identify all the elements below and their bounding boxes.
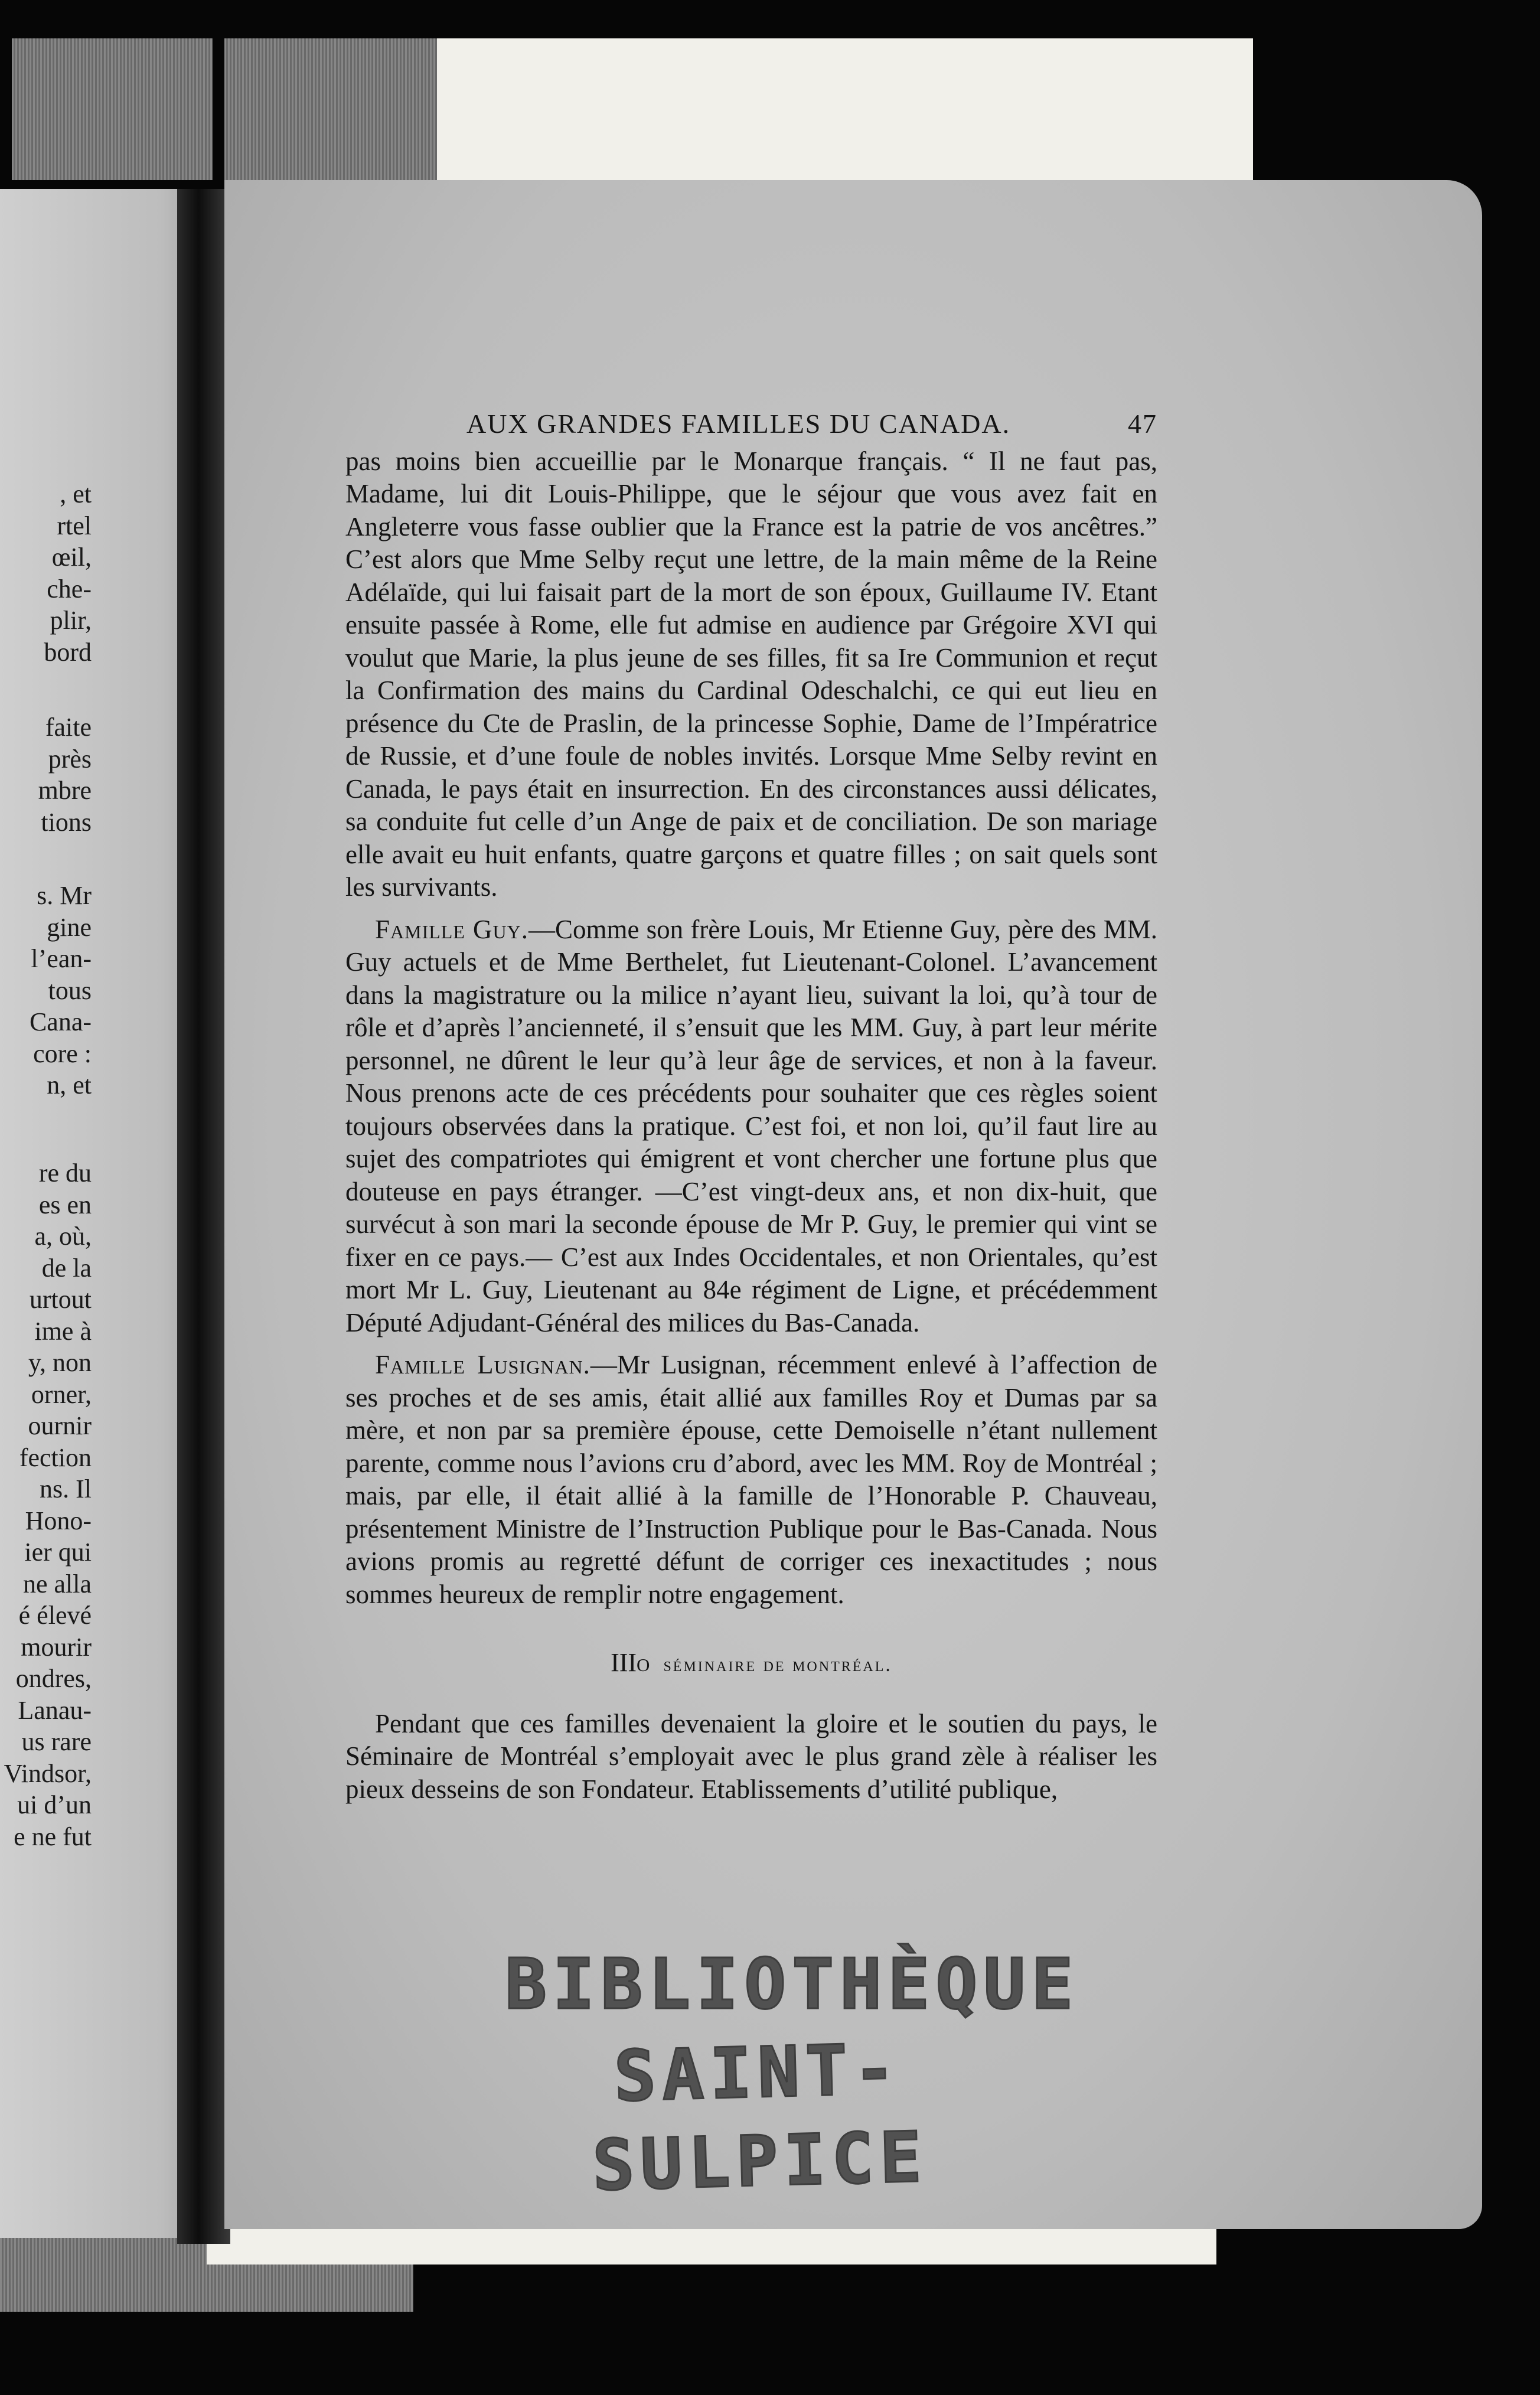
left-page-line: core : xyxy=(33,1039,92,1068)
left-page-line: y, non xyxy=(28,1348,92,1377)
left-page-line: es en xyxy=(38,1190,92,1219)
left-page-line: plir, xyxy=(50,606,92,635)
left-page-line: ime à xyxy=(34,1316,92,1346)
left-page-line: a, où, xyxy=(34,1222,92,1251)
left-page-line: Lanau- xyxy=(18,1695,92,1725)
left-page-line: l’ean- xyxy=(31,944,92,973)
left-page-line: de la xyxy=(41,1253,92,1283)
left-page-line: fection xyxy=(19,1443,92,1472)
left-page-line: mbre xyxy=(38,776,92,805)
left-page-line: tions xyxy=(41,807,92,837)
paragraph-lead: Famille Lusignan. xyxy=(375,1350,590,1379)
left-page-line: é élevé xyxy=(18,1601,92,1630)
left-page-line: ier qui xyxy=(24,1538,92,1567)
paragraph-famille-guy xyxy=(345,913,1157,1340)
left-page-line: urtout xyxy=(29,1285,92,1314)
left-page-line: che- xyxy=(47,574,92,603)
left-page-line: rtel xyxy=(57,511,92,540)
paper-strip-top xyxy=(437,38,1253,180)
section-title: séminaire de montréal. xyxy=(663,1654,892,1676)
section-number: IIIo xyxy=(611,1648,650,1677)
cloth-binding-top-left xyxy=(12,38,213,180)
running-head xyxy=(345,407,1157,441)
running-head-title: AUX GRANDES FAMILLES DU CANADA. xyxy=(466,409,1011,439)
left-page-fragment xyxy=(0,189,201,2238)
left-page-line: n, et xyxy=(47,1071,92,1099)
left-page-line: près xyxy=(48,744,92,774)
left-page-line: orner, xyxy=(31,1379,92,1409)
book-gutter xyxy=(177,189,230,2244)
left-page-line: , et xyxy=(60,479,92,508)
paragraph-text: —Comme son frère Louis, Mr Etienne Guy, père des MM. Guy actuels et de Mme Berthelet, fut Lieutenant-Colonel. L’avancement dans la magistrature ou la milice n’ayant lieu, suivant la loi, qu’à tour de rôle et d’après l’ancienneté, il s’ensuit que les MM. Guy, à part leur mérite personnel, ne dûrent le leur qu’à leur âge de services, et non à la faveur. Nous prenons acte de ces précédents pour souhaiter que ces règles soient toujours observées dans la pratique. C’est foi, et non loi, qu’il faut lire au sujet des compatriotes qui émigrent et vont chercher une fortune plus que douteuse en pays étranger. —C’est vingt-deux ans, et non dix-huit, que survécut à son mari la seconde épouse de Mr P. Guy, le premier qui vint se fixer en ce pays.— C’est aux Indes Occidentales, et non Orientales, qu’est mort Mr L. Guy, Lieutenant au 84e régiment de Ligne, et précédemment Député Adjudant-Général des milices du Bas-Canada. xyxy=(345,914,1157,1337)
paragraph-lead: Famille Guy. xyxy=(375,914,529,944)
paragraph-text: —Mr Lusignan, récemment enlevé à l’affection de ses proches et de ses amis, était allié aux familles Roy et Dumas par sa mère, et non par sa première épouse, cette Demoiselle n’étant nullement parente, comme nous l’avions cru d’abord, avec les MM. Roy de Montréal ; mais, par elle, il était allié à la famille de l’Honorable P. Chauveau, présentement Ministre de l’Instruction Publique pour le Bas-Canada. Nous avions promis au regretté défunt de corriger ces inexactitudes ; nous sommes heureux de remplir notre engagement. xyxy=(345,1350,1158,1609)
left-page-line: re du xyxy=(38,1159,92,1187)
left-page-line: bord xyxy=(44,637,92,667)
left-page-line: ne alla xyxy=(22,1569,92,1598)
left-page-line: s. Mr xyxy=(37,881,92,910)
paragraph-text: pas moins bien accueillie par le Monarque français. “ Il ne faut pas, Madame, lui dit Louis-Philippe, que le séjour que vous avez fait en Angleterre vous fasse oublier que la France est la patrie de vos ancêtres.” C’est alors que Mme Selby reçut une lettre, de la main même de la Reine Adélaïde, qui lui faisait part de la mort de son époux, Guillaume IV. Etant ensuite passée à Rome, elle fut admise en audience par Grégoire XVI qui voulut que Marie, la plus jeune de ses filles, fit sa Ire Communion et reçut la Confirmation des mains du Cardinal Odeschalchi, ce qui eut lieu en présence du Cte de Praslin, de la princesse Sophie, Dame de l’Impératrice de Russie, et d’une foule de nobles invités. Lorsque Mme Selby revint en Canada, le pays était en insurrection. En des circonstances aussi délicates, sa conduite fut celle d’un Ange de paix et de conciliation. De son mariage elle avait eu huit enfants, quatre garçons et quatre filles ; on sait quels sont les survivants. xyxy=(345,446,1157,902)
stamp-line-1: BIBLIOTHÈQUE xyxy=(505,1943,1079,2025)
left-page-line: us rare xyxy=(21,1727,92,1756)
left-page-line: tous xyxy=(48,975,92,1005)
left-page-line: faite xyxy=(45,713,92,742)
left-page-line: Cana- xyxy=(29,1007,92,1036)
left-page-line: gine xyxy=(47,912,92,942)
page-text-block xyxy=(345,407,1157,1806)
paragraph-selby xyxy=(345,445,1157,904)
left-page-line: Vindsor, xyxy=(4,1758,92,1788)
left-page-line: mourir xyxy=(21,1632,92,1662)
cloth-binding-top xyxy=(224,38,443,180)
perforated-library-stamp xyxy=(505,1940,1079,2207)
left-page-line: ns. Il xyxy=(40,1474,92,1503)
stamp-line-2: SAINT-SULPICE xyxy=(591,2028,929,2207)
left-page-line: e ne fut xyxy=(14,1822,92,1851)
left-page-line: Hono- xyxy=(25,1506,92,1535)
page-number: 47 xyxy=(1128,409,1157,439)
left-page-line: ournir xyxy=(28,1411,92,1440)
paragraph-text: Pendant que ces familles devenaient la gloire et le soutien du pays, le Séminaire de Montréal s’employait avec le plus grand zèle à réaliser les pieux desseins de son Fondateur. Etablissements d’utilité publique, xyxy=(345,1708,1157,1804)
left-page-line: ondres, xyxy=(15,1664,92,1693)
section-heading xyxy=(345,1646,1157,1682)
paragraph-famille-lusignan xyxy=(345,1349,1157,1611)
left-page-line: œil, xyxy=(51,543,92,572)
paragraph-seminaire xyxy=(345,1708,1157,1806)
left-page-line: ui d’un xyxy=(17,1790,92,1819)
